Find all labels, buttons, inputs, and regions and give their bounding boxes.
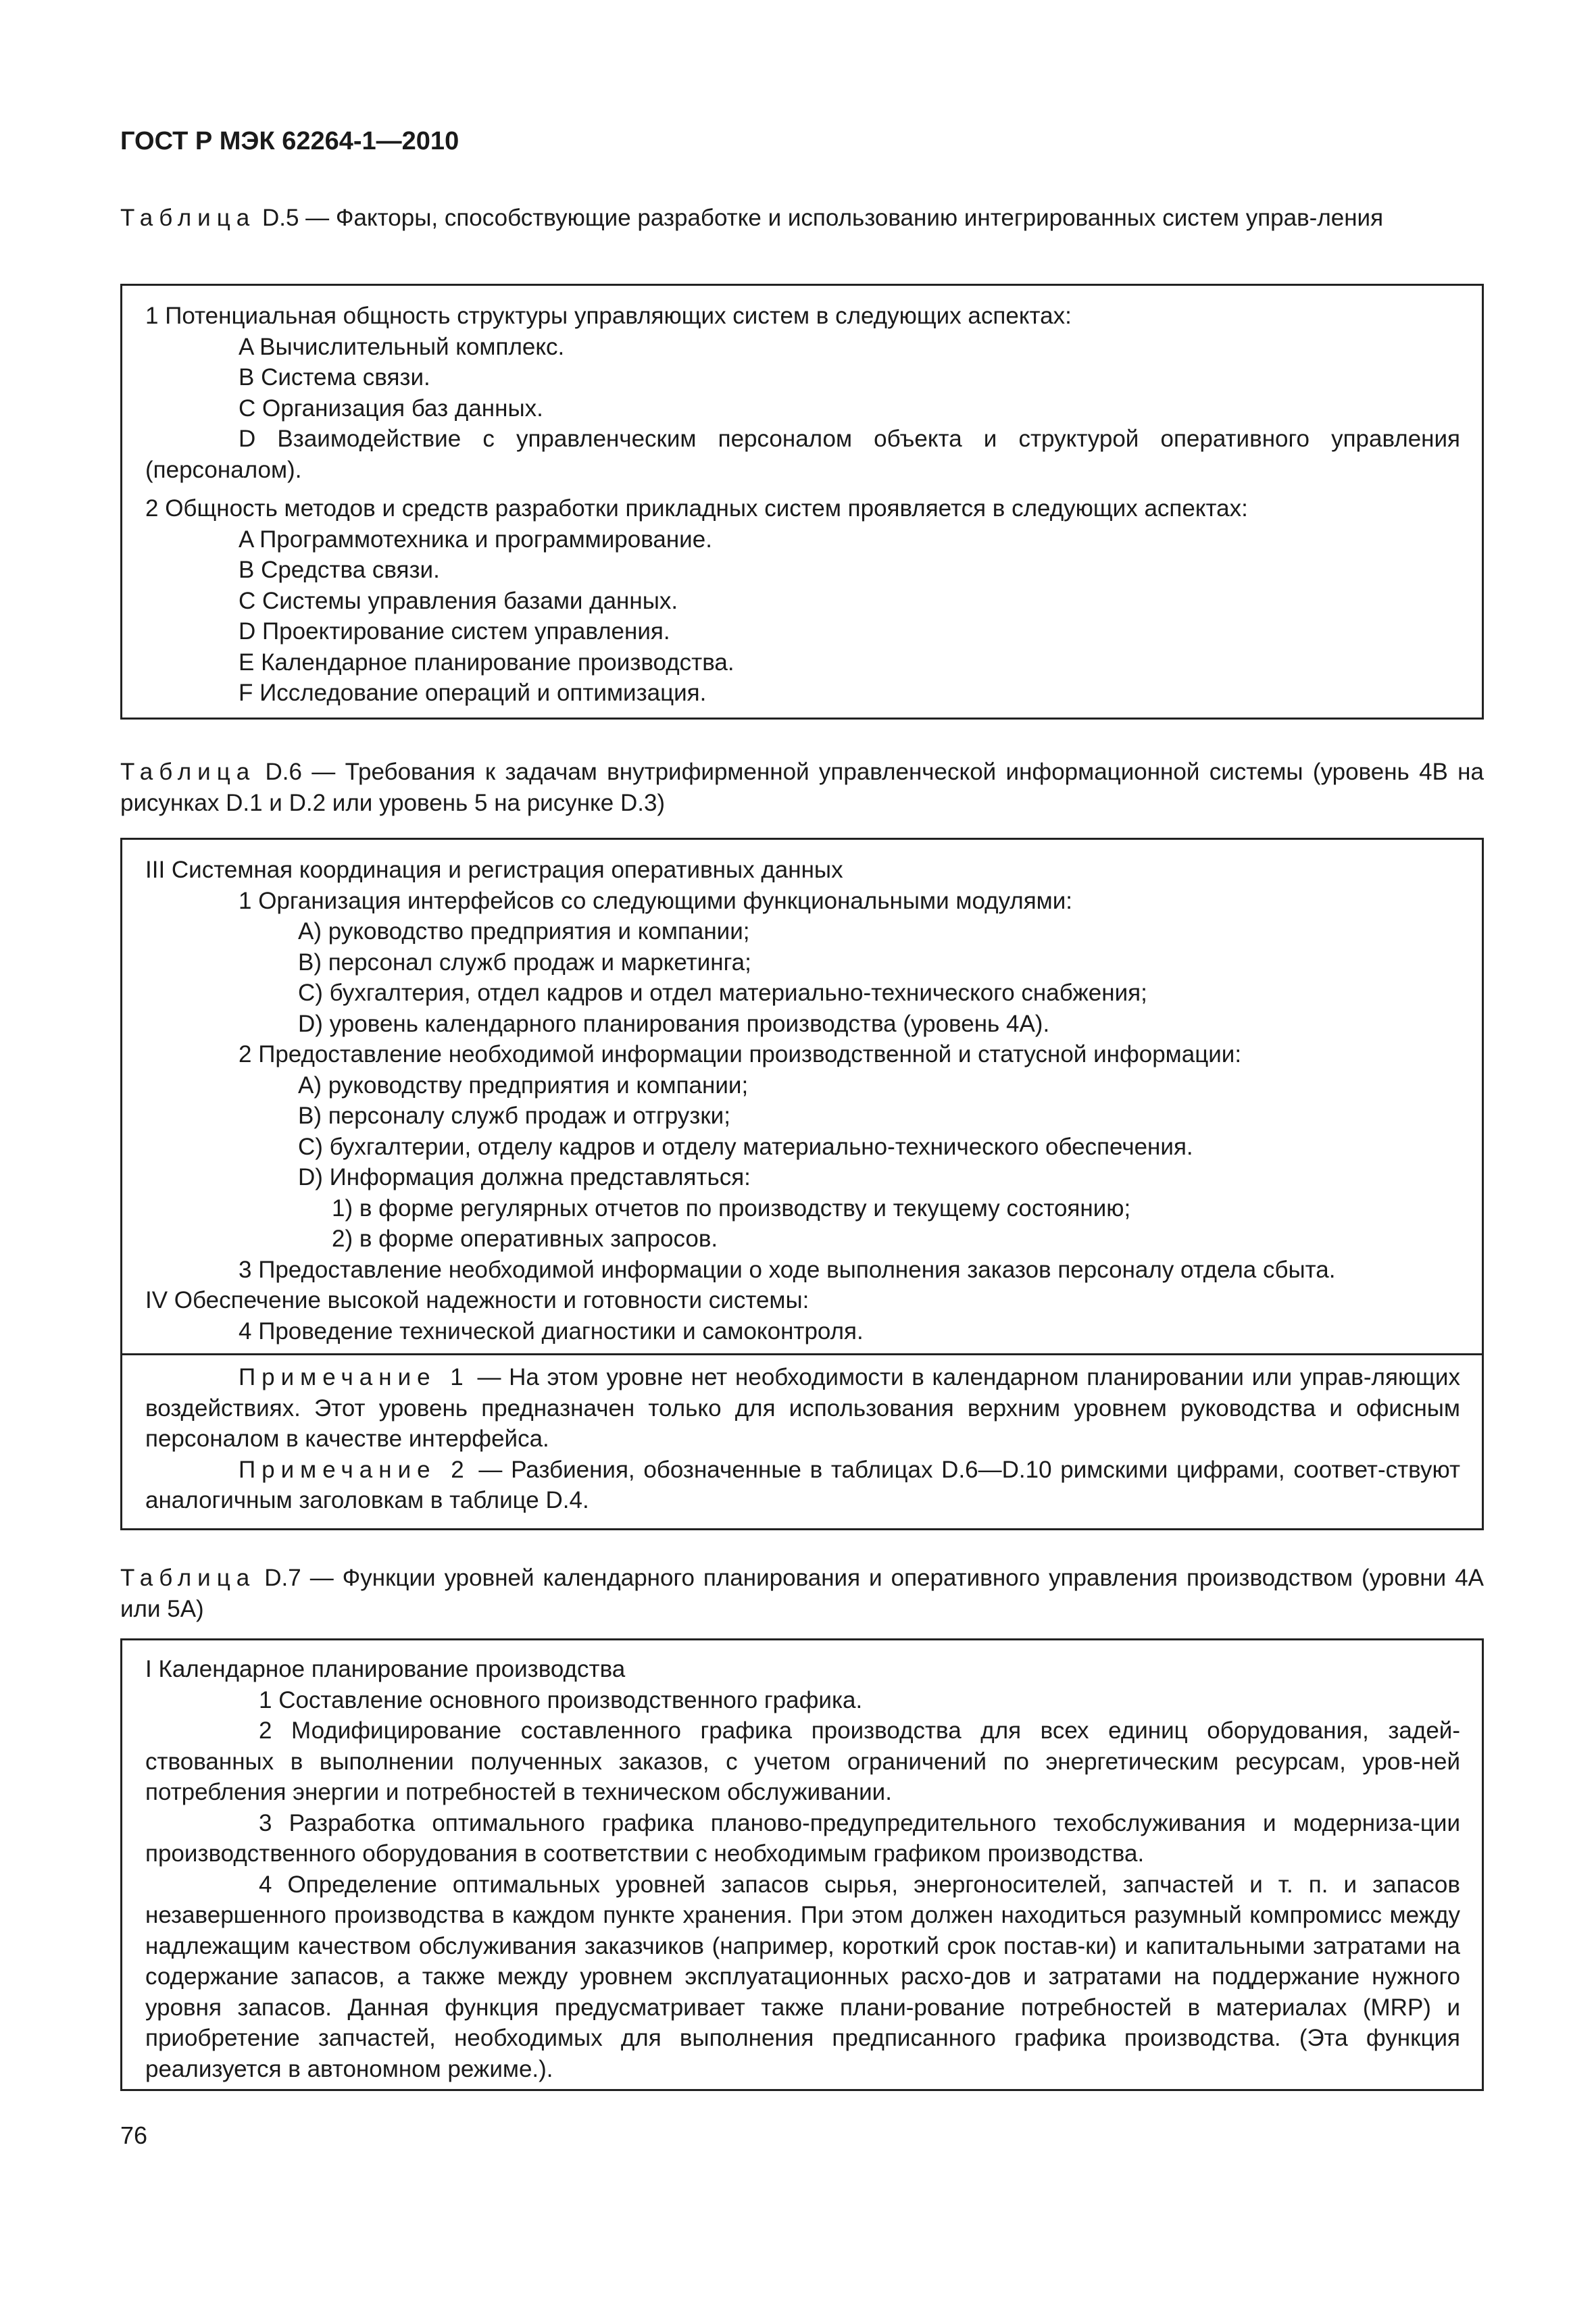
table-d6-line: C) бухгалтерии, отделу кадров и отделу материально-технического обеспечения. <box>298 1133 1193 1160</box>
table-d6-line: A) руководству предприятия и компании; <box>298 1072 749 1099</box>
table-d6-line: 1 Организация интерфейсов со следующими функциональными модулями: <box>239 887 1073 914</box>
table-d5-line: D Взаимодействие с управленческим персоналом объекта и структурой оперативного управления (персоналом). <box>145 426 1460 483</box>
table-d5-line: F Исследование операций и оптимизация. <box>239 680 707 706</box>
table-d6-line: 2 Предоставление необходимой информации производственной и статусной информации: <box>239 1041 1242 1067</box>
caption-word: Таблица <box>120 759 256 785</box>
table-d5-line: C Системы управления базами данных. <box>239 587 678 614</box>
table-d5-line: B Средства связи. <box>239 557 440 583</box>
table-d6-line: D) уровень календарного планирования производства (уровень 4A). <box>298 1010 1050 1037</box>
table-d6-notes <box>122 1355 1482 1516</box>
table-d6-line: 1) в форме регулярных отчетов по производству и текущему состоянию; <box>332 1194 1131 1222</box>
table-d6-line: D) Информация должна представляться: <box>298 1164 751 1190</box>
note-2-text: — Разбиения, обозначенные в таблицах D.6—D.10 римскими цифрами, соответ-ствуют аналогичным заголовкам в таблице D.4. <box>145 1456 1460 1513</box>
table-d5-line: A Вычислительный комплекс. <box>239 333 565 360</box>
table-d7-line: 4 Определение оптимальных уровней запасов сырья, энергоносителей, запчастей и т. п. и запасов незавершенного производства в каждом пункте хранения. При этом должен находиться разумный компромисс между надлежащим качеством обслуживания заказчиков (например, короткий срок постав-ки) и капитальными затратами на содержание запасов, а также между уровнем эксплуатационных расхо-дов и затратами на поддержание нужного уровня запасов. Данная функция предусматривает также плани-рование потребностей в материалах (MRP) и приобретение запчастей, необходимых для выполнения предписанного графика производства. (Эта функция реализуется в автономном режиме.). <box>145 1871 1460 2082</box>
table-d5-line: 2 Общность методов и средств разработки прикладных систем проявляется в следующих аспектах: <box>145 495 1248 522</box>
table-d6-line: B) персонал служб продаж и маркетинга; <box>298 949 751 976</box>
table-d6-caption <box>120 757 1484 819</box>
table-d5-line: 1 Потенциальная общность структуры управляющих систем в следующих аспектах: <box>145 303 1072 329</box>
table-d7-line: I Календарное планирование производства <box>145 1656 626 1682</box>
table-d6-line: C) бухгалтерия, отдел кадров и отдел материально-технического снабжения; <box>298 980 1147 1006</box>
table-d7-line: 3 Разработка оптимального графика планово-предупредительного техобслуживания и модерниза-ции производственного оборудования в соответствии с необходимым графиком производства. <box>145 1809 1460 1867</box>
note-2-label: Примечание 2 <box>239 1456 470 1483</box>
caption-word: Таблица <box>120 205 256 231</box>
table-d5-line: C Организация баз данных. <box>239 395 543 422</box>
page-number: 76 <box>120 2121 148 2149</box>
caption-text: D.7 — Функции уровней календарного планирования и оперативного управления производством (уровни 4A или 5A) <box>120 1565 1484 1622</box>
caption-word: Таблица <box>120 1565 256 1591</box>
table-d7-line: 1 Составление основного производственного графика. <box>259 1686 863 1713</box>
table-d6 <box>120 838 1484 1530</box>
table-d7 <box>120 1638 1484 2091</box>
table-d6-line: IV Обеспечение высокой надежности и готовности системы: <box>145 1287 809 1313</box>
note-1 <box>145 1362 1460 1455</box>
table-d5-line: D Проектирование систем управления. <box>239 618 670 645</box>
table-d6-line: III Системная координация и регистрация оперативных данных <box>145 857 843 883</box>
table-d7-line: 2 Модифицирование составленного графика производства для всех единиц оборудования, задей-ствованных в выполнении полученных заказов, с учетом ограничений по энергетическим ресурсам, уров-ней потребления энергии и потребностей в техническом обслуживании. <box>145 1717 1460 1805</box>
table-d6-line: B) персоналу служб продаж и отгрузки; <box>298 1103 730 1129</box>
table-d5-caption <box>120 203 1484 234</box>
note-1-label: Примечание 1 <box>239 1364 470 1390</box>
table-d6-line: 3 Предоставление необходимой информации о ходе выполнения заказов персоналу отдела сбыта. <box>239 1256 1336 1283</box>
table-d5-cell <box>122 286 1482 709</box>
document-header: ГОСТ Р МЭК 62264-1—2010 <box>120 127 459 155</box>
caption-text: D.6 — Требования к задачам внутрифирменной управленческой информационной системы (уровень 4В на рисунках D.1 и D.2 или уровень 5 на рисунке D.3) <box>120 759 1484 816</box>
table-d5-line: B Система связи. <box>239 364 430 391</box>
table-d7-cell <box>122 1640 1482 2084</box>
caption-text: D.5 — Факторы, способствующие разработке и использованию интегрированных систем управ-ления <box>261 205 1384 231</box>
table-d5-line: A Программотехника и программирование. <box>239 526 712 553</box>
table-d6-line: A) руководство предприятия и компании; <box>298 918 750 945</box>
table-d6-line: 2) в форме оперативных запросов. <box>332 1226 718 1252</box>
table-d6-line: 4 Проведение технической диагностики и самоконтроля. <box>239 1317 864 1344</box>
note-2 <box>145 1455 1460 1516</box>
table-d7-caption <box>120 1563 1484 1625</box>
note-1-text: — На этом уровне нет необходимости в календарном планировании или управ-ляющих воздействиях. Этот уровень предназначен только для использования верхним уровнем руководства и офисным персоналом в качестве интерфейса. <box>145 1364 1460 1452</box>
table-d5-line: E Календарное планирование производства. <box>239 649 734 676</box>
table-d5 <box>120 284 1484 720</box>
table-d6-cell <box>122 840 1482 1353</box>
